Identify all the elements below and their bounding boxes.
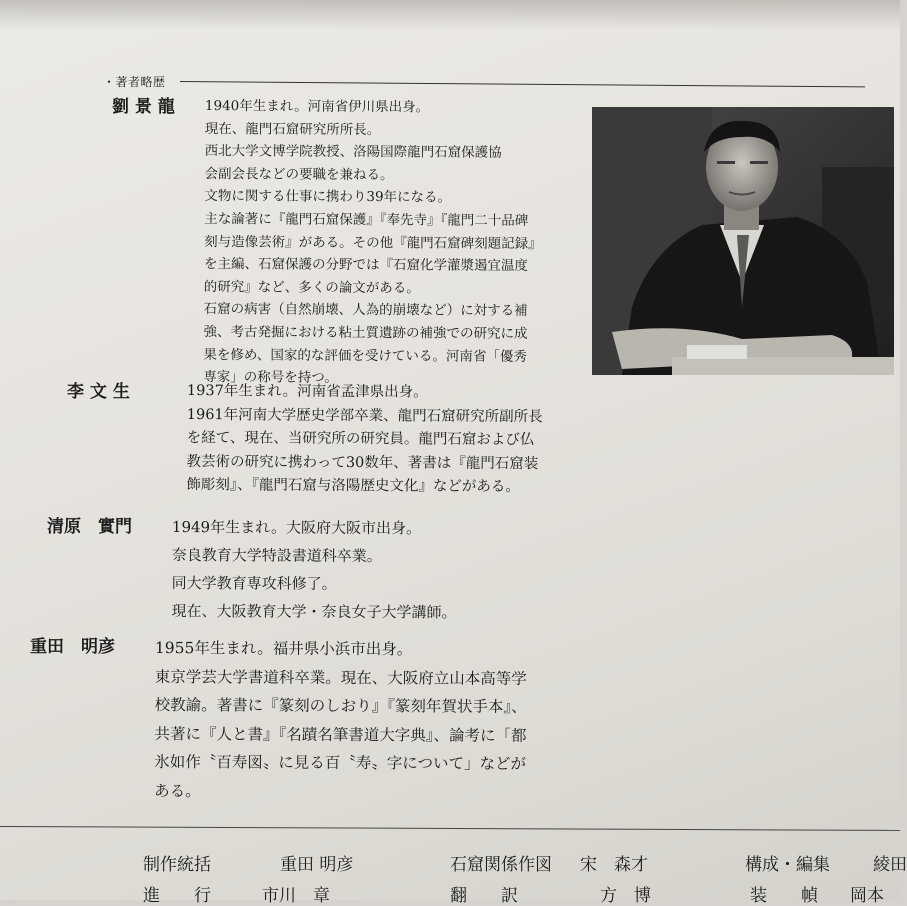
bio-line: 現在、大阪教育大学・奈良女子大学講師。 (171, 601, 457, 622)
page-shadow (0, 0, 900, 30)
credit-role-drawing: 石窟関係作図 (450, 855, 552, 875)
credit-role-producer: 制作統括 (143, 855, 211, 875)
bio-line: 氷如作〝百寿図〟に見る百〝寿〟字について」などが (154, 752, 527, 773)
author-bio-shigeta (154, 634, 527, 807)
credit-role-editing: 構成・編集 (745, 855, 830, 875)
bio-line: 文物に関する仕事に携わり39年になる。 (204, 188, 452, 206)
author-name-liu: 劉 景 龍 (112, 97, 175, 117)
author-name-kiyohara: 清原 實門 (47, 517, 132, 537)
bio-line: 現在、龍門石窟研究所所長。 (204, 120, 381, 138)
bio-line: 的研究』など、多くの論文がある。 (203, 278, 420, 297)
bio-line: を主編、石窟保護の分野では『石窟化学灌漿遏宜温度 (203, 256, 529, 275)
credit-person-design: 岡本 (850, 886, 884, 906)
bio-line: 教芸術の研究に携わって30数年、著書は『龍門石窟装 (186, 453, 539, 472)
author-bio-liu (203, 95, 542, 391)
credit-role-translation: 翻 訳 (450, 886, 518, 906)
footer-rule (0, 826, 900, 831)
bio-line: ある。 (154, 781, 201, 800)
bio-line: 1961年河南大学歴史学部卒業、龍門石窟研究所副所長 (186, 406, 543, 425)
author-name-li: 李 文 生 (67, 382, 130, 402)
credit-person-drawing: 宋 森才 (580, 855, 648, 875)
author-bio-li (186, 380, 543, 500)
header-rule (180, 81, 865, 87)
credit-person-editing: 綾田 (873, 855, 907, 875)
credit-person-producer: 重田 明彦 (280, 855, 354, 875)
bio-line: 専家」の称号を持つ。 (203, 369, 338, 386)
bio-line: 校教諭。著書に『篆刻のしおり』『篆刻年賀状手本』、 (154, 695, 527, 716)
bio-line: 果を修め、国家的な評価を受けている。河南省「優秀 (203, 346, 527, 365)
section-title: ・著者略歴 (103, 75, 166, 89)
bio-line: 1949年生まれ。大阪府大阪市出身。 (171, 517, 422, 538)
bio-line: 共著に『人と書』『名蹟名筆書道大字典』、論考に「都 (154, 724, 527, 745)
author-photo (592, 107, 894, 375)
bio-line: 1955年生まれ。福井県小浜市出身。 (154, 638, 413, 659)
author-name-shigeta: 重田 明彦 (30, 637, 115, 657)
bio-line: 西北大学文博学院教授、洛陽国際龍門石窟保護協 (204, 143, 502, 162)
credit-role-progress: 進 行 (143, 886, 211, 906)
bio-line: を経て、現在、当研究所の研究員。龍門石窟および仏 (186, 430, 535, 449)
credit-role-design: 装 幀 (750, 886, 818, 906)
bio-line: 飾彫刻』、『龍門石窟与洛陽歴史文化』などがある。 (186, 477, 520, 496)
credit-person-progress: 市川 章 (262, 886, 330, 906)
bio-line: 石窟の病害（自然崩壊、人為的崩壊など）に対する補 (203, 301, 528, 320)
bio-line: 刻与造像芸術』がある。その他『龍門石窟碑刻題記録』 (204, 233, 542, 252)
bio-line: 1937年生まれ。河南省孟津県出身。 (186, 382, 428, 401)
credit-person-translation: 方 博 (600, 886, 651, 906)
bio-line: 同大学教育専攻科修了。 (171, 573, 337, 593)
bio-line: 東京学芸大学書道科卒業。現在、大阪府立山本高等学 (154, 667, 527, 688)
bio-line: 強、考古発掘における粘土質遺跡の補強での研究に成 (203, 323, 528, 342)
bio-line: 主な論著に『龍門石窟保護』『奉先寺』『龍門二十品碑 (204, 210, 529, 229)
bio-line: 1940年生まれ。河南省伊川県出身。 (204, 97, 430, 116)
bio-line: 奈良教育大学特設書道科卒業。 (171, 545, 382, 566)
author-bio-kiyohara (171, 513, 457, 626)
bio-line: 会副会長などの要職を兼ねる。 (204, 165, 394, 183)
